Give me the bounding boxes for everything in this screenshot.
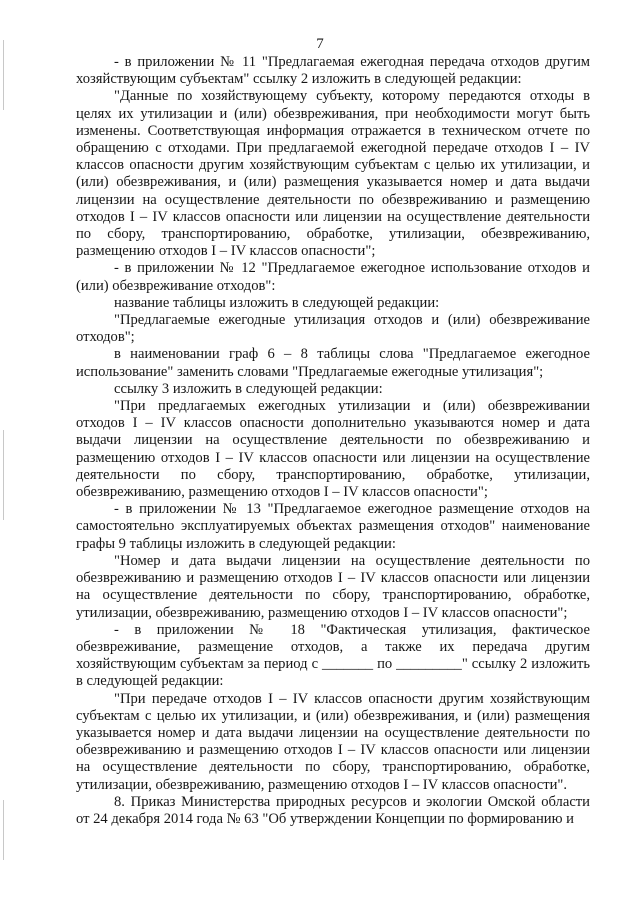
scan-edge-mark (3, 430, 4, 520)
paragraph-table-title-text: "Предлагаемые ежегодные утилизация отходов и (или) обезвреживание отходов"; (76, 312, 590, 346)
paragraph-footnote-3-instruction: ссылку 3 изложить в следующей редакции: (114, 380, 383, 397)
document-body (76, 54, 590, 828)
paragraph-annex-18: - в приложении № 18 "Фактическая утилизация, фактическое обезвреживание, размещение отходов, а также их передача другим хозяйствующим субъектам за период с _______ по _________" ссылку 2 изложить в следующей редакции: (76, 621, 590, 690)
paragraph-annex-11-footnote-text: "Данные по хозяйствующему субъекту, которому передаются отходы в целях их утилизации и (или) обезвреживания, при необходимости могут быть изменены. Соответствующая информация отражается в техническом отчете по обращению с отходами. При предлагаемой ежегодной передаче отходов I – IV классов опасности другим хозяйствующим субъектам с целью их утилизации, и (или) обезвреживания, и (или) размещения указывается номер и дата выдачи лицензии на осуществление деятельности по обезвреживанию и размещению отходов I – IV классов опасности или лицензии на осуществление деятельности по сбору, транспортированию, обработке, утилизации, обезвреживанию, размещению отходов I – IV классов опасности"; (76, 88, 590, 260)
paragraph-annex-13-column-text: "Номер и дата выдачи лицензии на осуществление деятельности по обезвреживанию и размещению отходов I – IV классов опасности или лицензии на осуществление деятельности по сбору, транспортированию, обработке, утилизации, обезвреживанию, размещению отходов I – IV классов опасности"; (76, 552, 590, 621)
paragraph-annex-12: - в приложении № 12 "Предлагаемое ежегодное использование отходов и (или) обезвреживание отходов": (76, 260, 590, 294)
paragraph-annex-13: - в приложении № 13 "Предлагаемое ежегодное размещение отходов на самостоятельно эксплуатируемых объектах размещения отходов" наименование графы 9 таблицы изложить в следующей редакции: (76, 501, 590, 552)
scan-edge-mark (3, 800, 4, 860)
paragraph-annex-18-footnote-text: "При передаче отходов I – IV классов опасности другим хозяйствующим субъектам с целью их утилизации, и (или) обезвреживания, и (или) размещения указывается номер и дата выдачи лицензии на осуществление деятельности по обезвреживанию и размещению отходов I – IV классов опасности или лицензии на осуществление деятельности по сбору, транспортированию, обработке, утилизации, обезвреживанию, размещению отходов I – IV классов опасности". (76, 690, 590, 793)
paragraph-annex-11: - в приложении № 11 "Предлагаемая ежегодная передача отходов другим хозяйствующим субъектам" ссылку 2 изложить в следующей редакции: (76, 54, 590, 88)
paragraph-item-8: 8. Приказ Министерства природных ресурсов и экологии Омской области от 24 декабря 2014 года № 63 "Об утверждении Концепции по формированию и (76, 793, 590, 827)
paragraph-columns-rename: в наименовании граф 6 – 8 таблицы слова "Предлагаемое ежегодное использование" заменить словами "Предлагаемые ежегодные утилизация"; (76, 346, 590, 380)
paragraph-footnote-3-text: "При предлагаемых ежегодных утилизации и (или) обезвреживании отходов I – IV классов опасности дополнительно указываются номер и дата выдачи лицензии на осуществление деятельности по обезвреживанию и размещению отходов I – IV классов опасности или лицензии на осуществление деятельности по сбору, транспортированию, обработке, утилизации, обезвреживанию, размещению отходов I – IV классов опасности"; (76, 398, 590, 501)
paragraph-table-title-instruction: название таблицы изложить в следующей редакции: (114, 294, 440, 311)
page-number: 7 (316, 36, 324, 52)
